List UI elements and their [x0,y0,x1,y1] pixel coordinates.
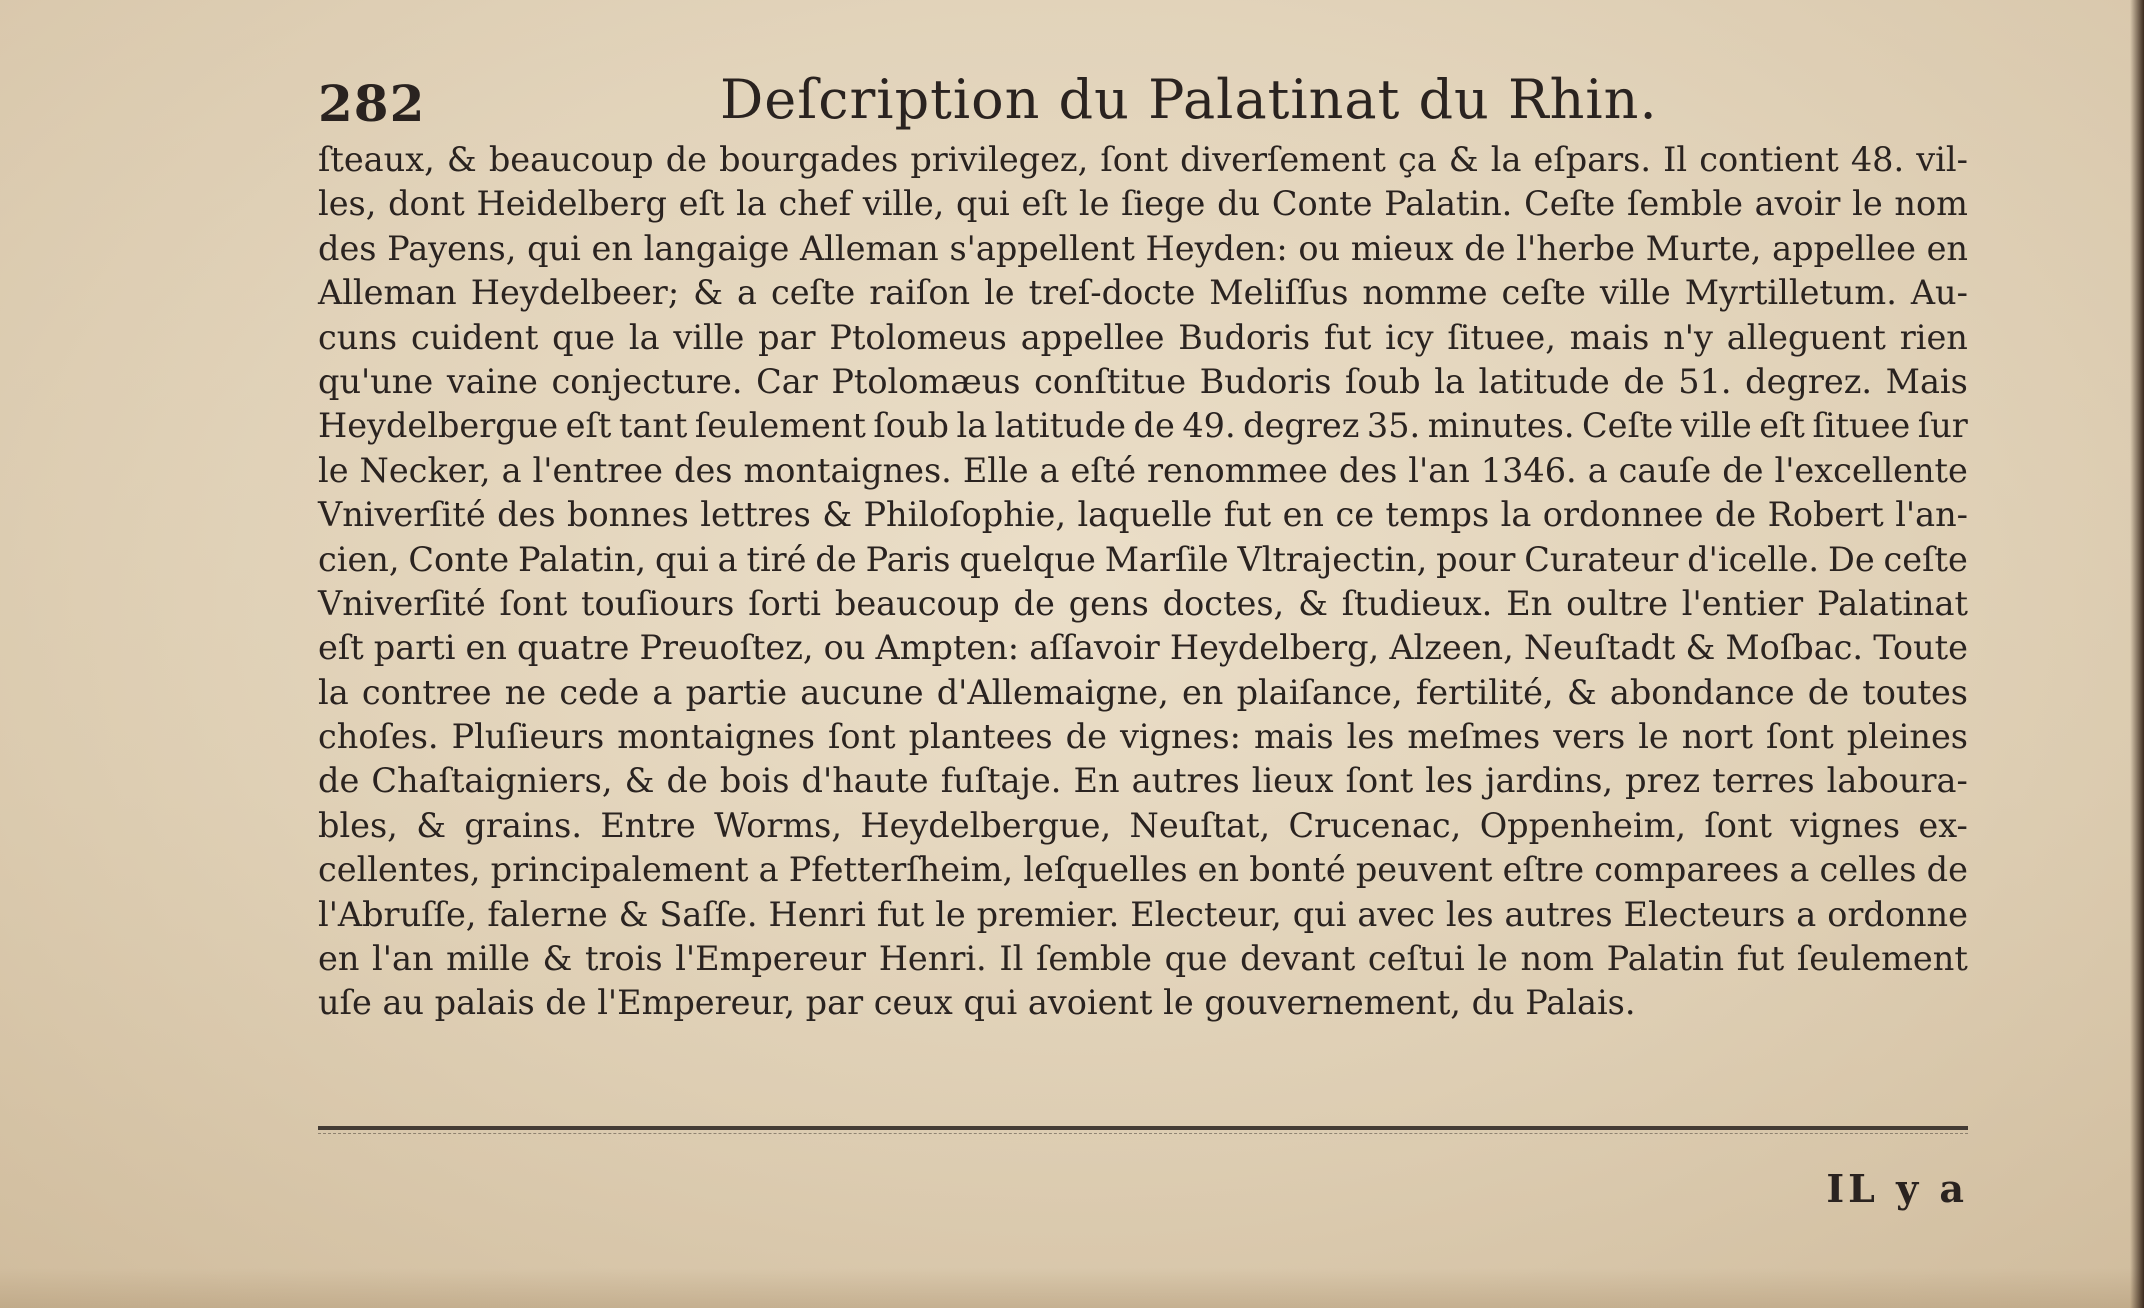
text-line: cellentes, principalement a Pfetterſheim, leſquelles en bonté peuvent eſtre comparees a celles de [318,850,1968,890]
text-line: cuns cuident que la ville par Ptolomeus appellee Budoris fut icy ſituee, mais n'y alleguent rien [318,317,1968,357]
text-line: Vniverſité ſont touſiours ſorti beaucoup de gens doctes, & ſtudieux. En oultre l'entier Palatinat [318,583,1968,623]
running-title: Deſcription du Palatinat du Rhin. [720,68,1658,131]
text-line: cien, Conte Palatin, qui a tiré de Paris quelque Marſile Vltrajectin, pour Curateur d'icelle. De ceſte [318,539,1968,579]
text-line: Vniverſité des bonnes lettres & Philoſophie, laquelle fut en ce temps la ordonnee de Robert l'an- [318,495,1968,535]
text-line: ſteaux, & beaucoup de bourgades privilegez, ſont diverſement ça & la eſpars. Il contient 48. vil- [318,140,1968,179]
text-line: Alleman Heydelbeer; & a ceſte raiſon le treſ-docte Meliſſus nomme ceſte ville Myrtilletum. Au- [318,273,1968,313]
text-line: la contree ne cede a partie aucune d'Allemaigne, en plaiſance, fertilité, & abondance de toutes [318,672,1968,712]
catchword: IL y a [1826,1166,1968,1211]
page-shadow [0,1268,2144,1308]
text-line: de Chaſtaigniers, & de bois d'haute fuſtaje. En autres lieux ſont les jardins, prez terres laboura- [318,761,1968,801]
text-line: les, dont Heidelberg eſt la chef ville, qui eſt le ſiege du Conte Palatin. Ceſte ſemble avoir le nom [318,184,1968,224]
text-line: qu'une vaine conjecture. Car Ptolomæus conſtitue Budoris ſoub la latitude de 51. degrez. Mais [318,361,1968,401]
text-line: eſt parti en quatre Preuoſtez, ou Ampten: aſſavoir Heydelberg, Alzeen, Neuſtadt & Moſbac. Toute [318,628,1968,668]
text-line-last: uſe au palais de l'Empereur, par ceux qui avoient le gouvernement, du Palais. [318,983,1636,1023]
text-line: des Payens, qui en langaige Alleman s'appellent Heyden: ou mieux de l'herbe Murte, appellee en [318,228,1968,268]
body-text [318,138,1968,1026]
text-line: le Necker, a l'entree des montaignes. Elle a eſté renommee des l'an 1346. a cauſe de l'excellente [318,450,1968,490]
text-line: bles, & grains. Entre Worms, Heydelbergue, Neuſtat, Crucenac, Oppenheim, ſont vignes ex- [318,805,1968,845]
page-edge [2130,0,2144,1308]
horizontal-rule [318,1126,1968,1130]
page-number: 282 [318,74,426,133]
text-line: Heydelbergue eſt tant ſeulement ſoub la latitude de 49. degrez 35. minutes. Ceſte ville eſt ſituee ſur [318,406,1968,446]
text-line: l'Abruſſe, falerne & Saſſe. Henri fut le premier. Electeur, qui avec les autres Electeurs a ordonne [318,894,1968,934]
text-line: choſes. Pluſieurs montaignes ſont plantees de vignes: mais les meſmes vers le nort ſont pleines [318,717,1968,757]
text-line: en l'an mille & trois l'Empereur Henri. Il ſemble que devant ceſtui le nom Palatin fut ſeulement [318,939,1968,979]
